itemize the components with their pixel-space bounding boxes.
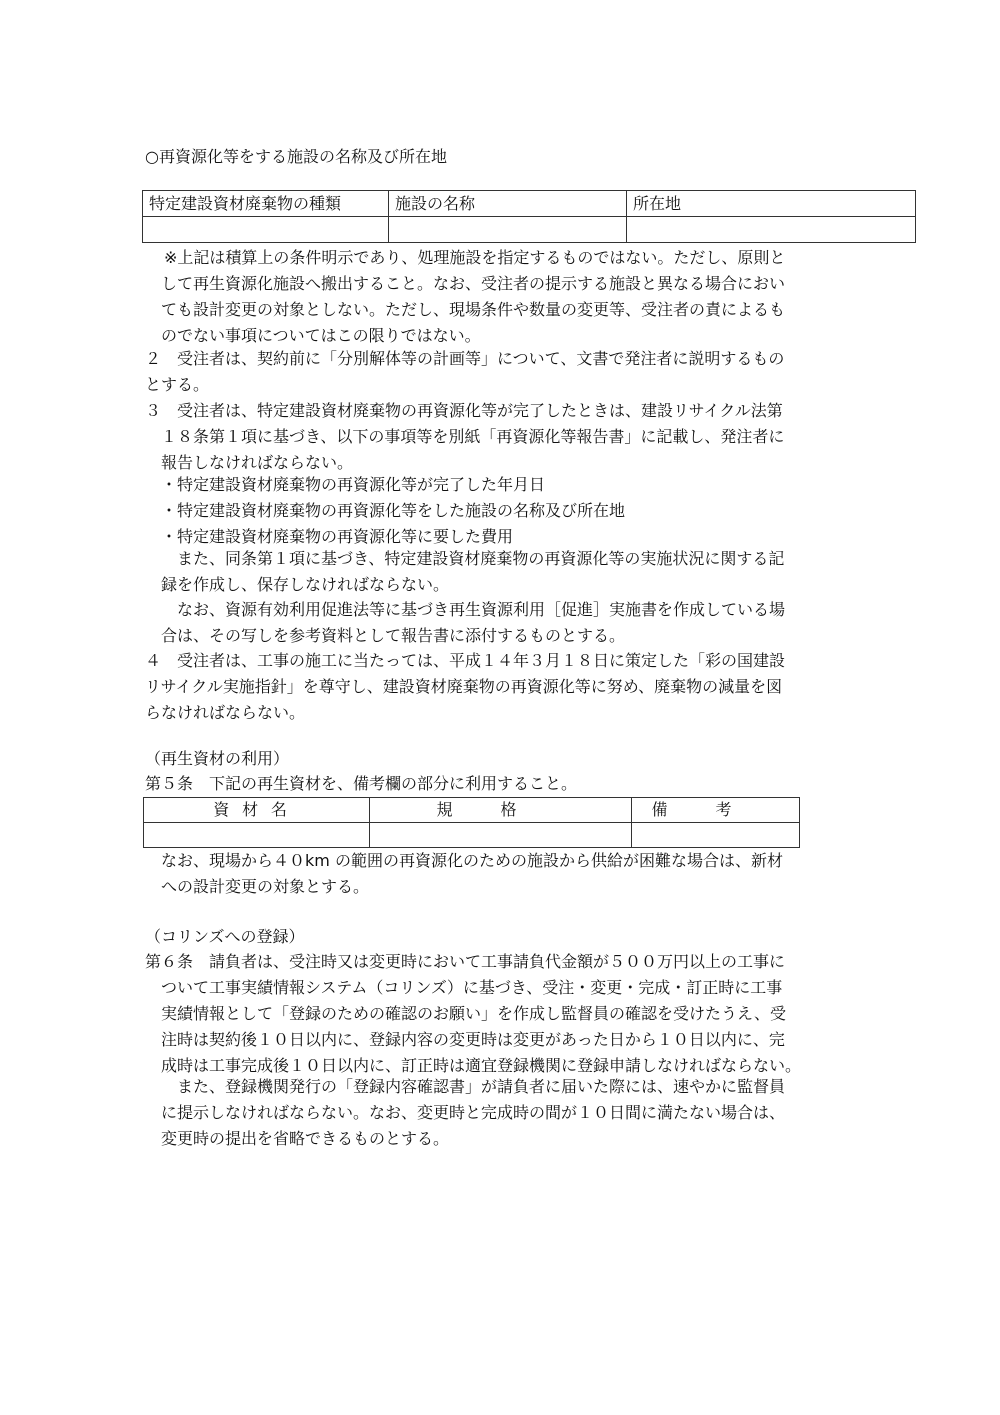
table-cell: [144, 823, 370, 848]
paragraph-line: 第６条 請負者は、受注時又は変更時において工事請負代金額が５００万円以上の工事に: [145, 952, 786, 971]
table-cell: [389, 217, 627, 243]
paragraph-line: らなければならない。: [145, 703, 306, 722]
paragraph-line: リサイクル実施指針」を尊守し、建設資材廃棄物の再資源化等に努め、廃棄物の減量を図: [145, 677, 783, 696]
item-3: [145, 398, 784, 476]
article-6-text: [145, 949, 801, 1079]
article-6-title: （コリンズへの登録）: [145, 927, 305, 946]
paragraph-line: 注時は契約後１０日以内に、登録内容の変更時は変更があった日から１０日以内に、完: [161, 1030, 785, 1049]
paragraph-line: ついて工事実績情報システム（コリンズ）に基づき、受注・変更・完成・訂正時に工事: [161, 978, 783, 997]
paragraph-line: １８条第１項に基づき、以下の事項等を別紙「再資源化等報告書」に記載し、発注者に: [161, 427, 785, 446]
item-2: [145, 346, 784, 398]
table-row: [143, 217, 916, 243]
paragraph-line: 合は、その写しを参考資料として報告書に添付するものとする。: [161, 626, 626, 645]
table-header-cell: 資材名: [144, 798, 370, 823]
table-header-cell: 備考: [632, 798, 800, 823]
material-table: [143, 797, 800, 848]
table-header-cell: 特定建設資材廃棄物の種類: [143, 191, 389, 217]
paragraph-line: ２ 受注者は、契約前に「分別解体等の計画等」について、文書で発注者に説明するもの: [145, 349, 785, 368]
list-item: ・特定建設資材廃棄物の再資源化等に要した費用: [161, 527, 514, 546]
paragraph-line: に提示しなければならない。なお、変更時と完成時の間が１０日間に満たない場合は、: [161, 1103, 786, 1122]
article-5-text: 第５条 下記の再生資材を、備考欄の部分に利用すること。: [145, 774, 578, 793]
table-row: [144, 823, 800, 848]
paragraph-line: とする。: [145, 375, 210, 394]
paragraph-line: 成時は工事完成後１０日以内に、訂正時は適宜登録機関に登録申請しなければならない。: [161, 1056, 802, 1075]
paragraph-line: また、同条第１項に基づき、特定建設資材廃棄物の再資源化等の実施状況に関する記: [177, 549, 785, 568]
note-text: [161, 245, 785, 349]
table-header-cell: 規格: [370, 798, 632, 823]
table-header-cell: 所在地: [627, 191, 916, 217]
table-row: [144, 798, 800, 823]
paragraph-line: 実績情報として「登録のための確認のお願い」を作成し監督員の確認を受けたうえ、受: [161, 1004, 786, 1023]
table-row: [143, 191, 916, 217]
article-5-title: （再生資材の利用）: [145, 749, 290, 768]
paragraph-line: への設計変更の対象とする。: [161, 877, 370, 896]
paragraph-line: 録を作成し、保存しなければならない。: [161, 575, 450, 594]
list-item: ・特定建設資材廃棄物の再資源化等をした施設の名称及び所在地: [161, 501, 626, 520]
table-cell: [627, 217, 916, 243]
paragraph-line: のでない事項についてはこの限りではない。: [161, 326, 481, 345]
also-paragraph: [161, 546, 784, 598]
paragraph-line: ４ 受注者は、工事の施工に当たっては、平成１４年３月１８日に策定した「彩の国建設: [145, 651, 786, 670]
paragraph-line: なお、現場から４０km の範囲の再資源化のための施設から供給が困難な場合は、新材: [161, 851, 783, 870]
paragraph-line: なお、資源有効利用促進法等に基づき再生資源利用［促進］実施書を作成している場: [177, 600, 786, 619]
table-cell: [143, 217, 389, 243]
paragraph-line: また、登録機関発行の「登録内容確認書」が請負者に届いた際には、速やかに監督員: [177, 1077, 786, 1096]
paragraph-line: して再生資源化施設へ搬出すること。なお、受注者の提示する施設と異なる場合におい: [161, 274, 786, 293]
item-4: [145, 648, 785, 726]
facility-heading: ○再資源化等をする施設の名称及び所在地: [145, 147, 447, 166]
bullet-list: [161, 472, 625, 550]
table-header-cell: 施設の名称: [389, 191, 627, 217]
table-cell: [370, 823, 632, 848]
paragraph-line: 報告しなければならない。: [161, 453, 354, 472]
article-5-note: [161, 848, 783, 900]
paragraph-line: ３ 受注者は、特定建設資材廃棄物の再資源化等が完了したときは、建設リサイクル法第: [145, 401, 783, 420]
paragraph-line: ※上記は積算上の条件明示であり、処理施設を指定するものではない。ただし、原則と: [164, 248, 786, 267]
paragraph-line: ても設計変更の対象としない。ただし、現場条件や数量の変更等、受注者の責によるも: [161, 300, 786, 319]
noted-paragraph: [161, 597, 785, 649]
list-item: ・特定建設資材廃棄物の再資源化等が完了した年月日: [161, 475, 546, 494]
table-cell: [632, 823, 800, 848]
paragraph-line: 変更時の提出を省略できるものとする。: [161, 1129, 450, 1148]
facility-table: [142, 190, 916, 243]
article-6-also: [161, 1074, 785, 1152]
